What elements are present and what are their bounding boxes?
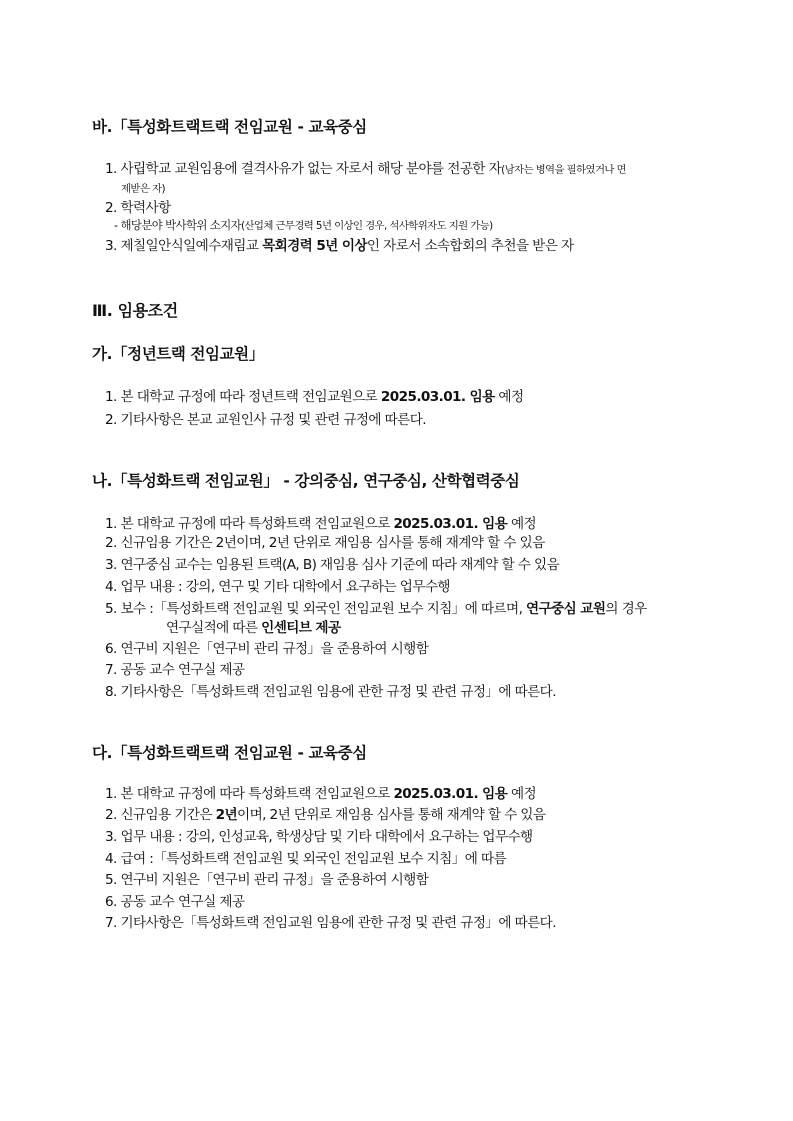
list-item: 8. 기타사항은「특성화트랙 전임교원 임용에 관한 규정 및 관련 규정」에 따른다.	[105, 684, 556, 700]
list-item: 1. 본 대학교 규정에 따라 특성화트랙 전임교원으로 2025.03.01. 임용 예정	[105, 786, 537, 802]
list-item: 7. 공동 교수 연구실 제공	[105, 662, 245, 678]
list-item: 2. 학력사항	[105, 200, 171, 216]
list-item: 6. 연구비 지원은「연구비 관리 규정」을 준용하여 시행함	[105, 641, 429, 657]
list-item: 2. 기타사항은 본교 교원인사 규정 및 관련 규정에 따른다.	[105, 412, 426, 428]
list-item-continuation: 제받은 자)	[121, 183, 165, 195]
list-item: 7. 기타사항은「특성화트랙 전임교원 임용에 관한 규정 및 관련 규정」에 따른다.	[105, 915, 556, 931]
list-item: 2. 신규임용 기간은 2년이며, 2년 단위로 재임용 심사를 통해 재계약 할 수 있음	[105, 535, 545, 551]
list-item: 1. 본 대학교 규정에 따라 특성화트랙 전임교원으로 2025.03.01. 임용 예정	[105, 516, 537, 532]
section-heading-da: 다.「특성화트랙트랙 전임교원 - 교육중심	[92, 744, 367, 762]
list-item: 5. 연구비 지원은「연구비 관리 규정」을 준용하여 시행함	[105, 872, 429, 888]
list-item: 6. 공동 교수 연구실 제공	[105, 894, 245, 910]
section-heading-na: 나.「특성화트랙 전임교원」 - 강의중심, 연구중심, 산학협력중심	[92, 472, 520, 490]
section-heading-ba: 바.「특성화트랙트랙 전임교원 - 교육중심	[92, 118, 367, 136]
list-item: 5. 보수 :「특성화트랙 전임교원 및 외국인 전임교원 보수 지침」에 따르며, 연구중심 교원의 경우	[105, 601, 647, 617]
list-item: 4. 급여 :「특성화트랙 전임교원 및 외국인 전임교원 보수 지침」에 따름	[105, 851, 507, 867]
list-item: 2. 신규임용 기간은 2년이며, 2년 단위로 재임용 심사를 통해 재계약 할 수 있음	[105, 807, 546, 823]
list-item: 1. 사립학교 교원임용에 결격사유가 없는 자로서 해당 분야를 전공한 자(남자는 병역을 필하였거나 면	[105, 161, 626, 177]
list-item: 4. 업무 내용 : 강의, 연구 및 기타 대학에서 요구하는 업무수행	[105, 579, 450, 595]
list-subitem: - 해당분야 박사학위 소지자(산업체 근무경력 5년 이상인 경우, 석사학위자도 지원 가능)	[114, 218, 493, 232]
section-heading-ga: 가.「정년트랙 전임교원」	[92, 345, 264, 363]
section-heading-3: Ⅲ. 임용조건	[92, 301, 178, 320]
list-item: 3. 제칠일안식일예수재림교 목회경력 5년 이상인 자로서 소속합회의 추천을 받은 자	[105, 238, 574, 254]
list-item: 3. 업무 내용 : 강의, 인성교육, 학생상담 및 기타 대학에서 요구하는 업무수행	[105, 829, 533, 845]
list-item-continuation: 연구실적에 따른 인센티브 제공	[166, 620, 341, 636]
list-item: 1. 본 대학교 규정에 따라 정년트랙 전임교원으로 2025.03.01. 임용 예정	[105, 389, 524, 405]
list-item: 3. 연구중심 교수는 임용된 트랙(A, B) 재임용 심사 기준에 따라 재계약 할 수 있음	[105, 557, 560, 573]
